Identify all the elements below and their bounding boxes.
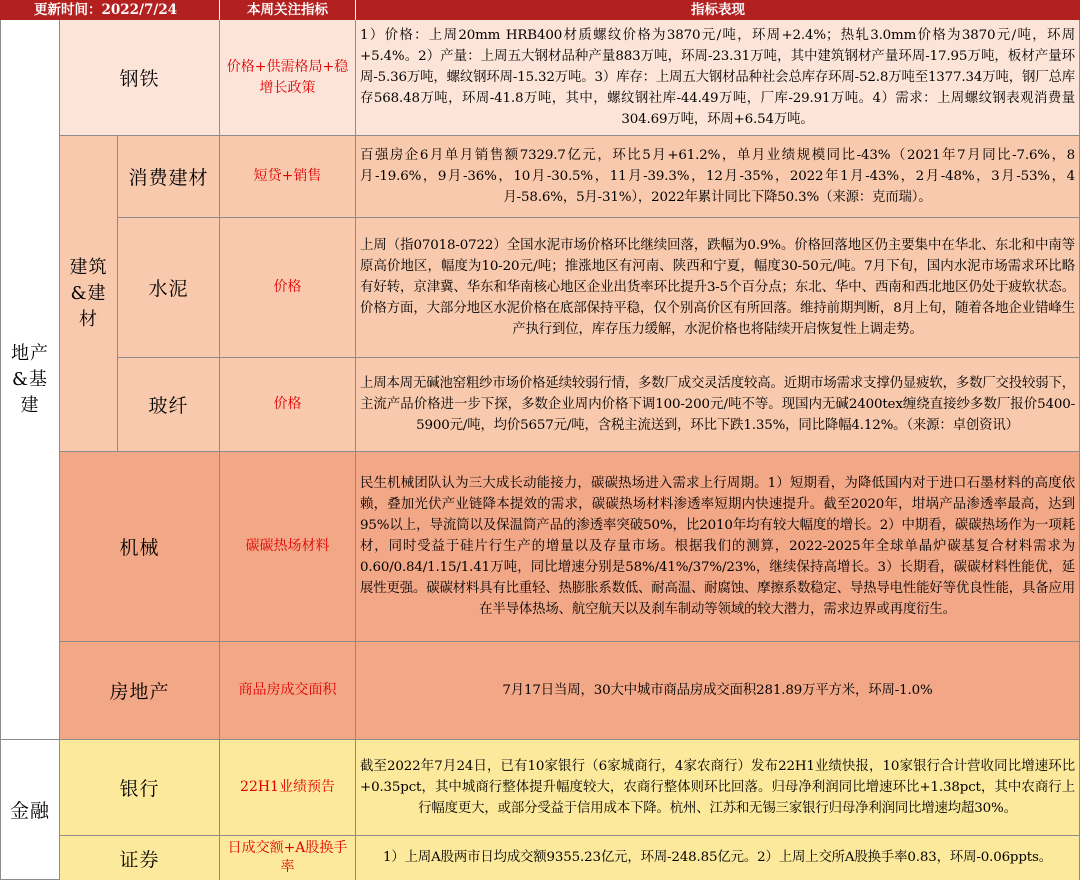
focus-indicator-header: 本周关注指标 — [220, 0, 356, 20]
row-cement-name: 水泥 — [118, 218, 220, 358]
row-steel-name: 钢铁 — [60, 20, 220, 136]
row-fiberglass-text: 上周本周无碱池窑粗纱市场价格延续较弱行情，多数厂成交灵活度较高。近期市场需求支撑仍显疲软，多数厂交投较弱下，主流产品价格进一步下探，多数企业周内价格下调100-200元/吨不等。现国内无碱2400tex缠绕直接纱多数厂报价5400-5900元/吨，均价5657元/吨，含税主流送到，环比下跌1.35%，同比降幅4.12%。（来源：卓创资讯） — [356, 358, 1080, 452]
row-securities-text: 1）上周A股两市日均成交额9355.23亿元，环周-248.85亿元。2）上周上交所A股换手率0.83，环周-0.06ppts。 — [356, 836, 1080, 880]
performance-header: 指标表现 — [356, 0, 1080, 20]
row-banks-text: 截至2022年7月24日，已有10家银行（6家城商行，4家农商行）发布22H1业绩快报，10家银行合计营收同比增速环比+0.35pct，其中城商行整体提升幅度较大，农商行整体则环比回落。归母净利润同比增速环比+1.38pct，其中农商行上行幅度更大，或部分受益于信用成本下降。杭州、江苏和无锡三家银行归母净利润同比增速均超30%。 — [356, 740, 1080, 836]
row-steel-indicator-text: 价格+供需格局+稳增长政策 — [226, 58, 349, 96]
row-steel-text: 1）价格：上周20mm HRB400材质螺纹价格为3870元/吨，环周+2.4%；热轧3.0mm价格为3870元/吨，环周+5.4%。2）产量：上周五大钢材品种产量883万吨，环周-23.31万吨，其中建筑钢材产量环周-17.95万吨，板材产量环周-5.36万吨，螺纹钢环周-15.32万吨。3）库存：上周五大钢材品种社会总库存环周-52.8万吨至1377.34万吨，钢厂总库存568.48万吨，环周-41.8万吨，其中，螺纹钢社库-44.49万吨，厂库-29.91万吨。4）需求：上周螺纹钢表观消费量304.69万吨，环周+6.54万吨。 — [356, 20, 1080, 136]
row-securities-indicator-text: 日成交额+A股换手率 — [227, 840, 348, 875]
group-real-estate-infra — [0, 20, 60, 740]
update-time-header: 更新时间：2022/7/24 — [0, 0, 220, 20]
row-machinery-text: 民生机械团队认为三大成长动能接力，碳碳热场进入需求上行周期。1）短期看，为降低国内对于进口石墨材料的高度依赖，叠加光伏产业链降本提效的需求，碳碳热场材料渗透率短期内快速提升。截至2020年，坩埚产品渗透率最高，达到95%以上，导流筒以及保温筒产品的渗透率突破50%，比2010年均有较大幅度的增长。2）中期看，碳碳热场作为一项耗材，同时受益于硅片行生产的增量以及存量市场。根据我们的测算，2022-2025年全球单晶炉碳基复合材料需求为0.60/0.84/1.15/1.41万吨，同比增速分别是58%/41%/37%/23%，继续保持高增长。3）长期看，碳碳材料性能优，延展性更强。碳碳材料具有比重轻、热膨胀系数低、耐高温、耐腐蚀、摩擦系数稳定、导热导电性能好等优良性能，具备应用在半导体热场、航空航天以及刹车制动等领域的较大潜力，需求边界或再度衍生。 — [356, 452, 1080, 642]
row-real-estate-text: 7月17日当周，30大中城市商品房成交面积281.89万平方米，环周-1.0% — [356, 642, 1080, 740]
row-banks-name: 银行 — [60, 740, 220, 836]
row-consumer-materials-indicator: 短贷+销售 — [220, 136, 356, 218]
group-building-label: 建筑&建材 — [69, 256, 108, 330]
row-steel-indicator — [220, 20, 356, 136]
row-real-estate-name: 房地产 — [60, 642, 220, 740]
row-securities-name: 证券 — [60, 836, 220, 880]
row-banks-indicator: 22H1业绩预告 — [220, 740, 356, 836]
group-real-estate-infra-label: 地产&基建 — [11, 342, 49, 416]
group-building — [60, 136, 118, 452]
row-fiberglass-indicator: 价格 — [220, 358, 356, 452]
row-machinery-indicator: 碳碳热场材料 — [220, 452, 356, 642]
row-machinery-name: 机械 — [60, 452, 220, 642]
row-cement-indicator: 价格 — [220, 218, 356, 358]
row-consumer-materials-text: 百强房企6月单月销售额7329.7亿元，环比5月+61.2%，单月业绩规模同比-43%（2021年7月同比-7.6%，8月-19.6%，9月-36%，10月-30.5%，11月-39.3%，12月-35%，2022年1月-43%，2月-48%，3月-53%，4月-58.6%，5月-31%），2022年累计同比下降50.3%（来源：克而瑞）。 — [356, 136, 1080, 218]
row-cement-text: 上周（指07018-0722）全国水泥市场价格环比继续回落，跌幅为0.9%。价格回落地区仍主要集中在华北、东北和中南等原高价地区，幅度为10-20元/吨；推涨地区有河南、陕西和宁夏，幅度30-50元/吨。7月下旬，国内水泥市场需求环比略有好转，京津冀、华东和华南核心地区企业出货率环比提升3-5个百分点；东北、华中、西南和西北地区仍处于疲软状态。价格方面，大部分地区水泥价格在底部保持平稳，仅个别高价区有所回落。维持前期判断，8月上旬，随着各地企业错峰生产执行到位，库存压力缓解，水泥价格也将陆续开启恢复性上调走势。 — [356, 218, 1080, 358]
row-consumer-materials-name: 消费建材 — [118, 136, 220, 218]
row-real-estate-indicator: 商品房成交面积 — [220, 642, 356, 740]
row-securities-indicator — [220, 836, 356, 880]
row-fiberglass-name: 玻纤 — [118, 358, 220, 452]
group-finance: 金融 — [0, 740, 60, 880]
